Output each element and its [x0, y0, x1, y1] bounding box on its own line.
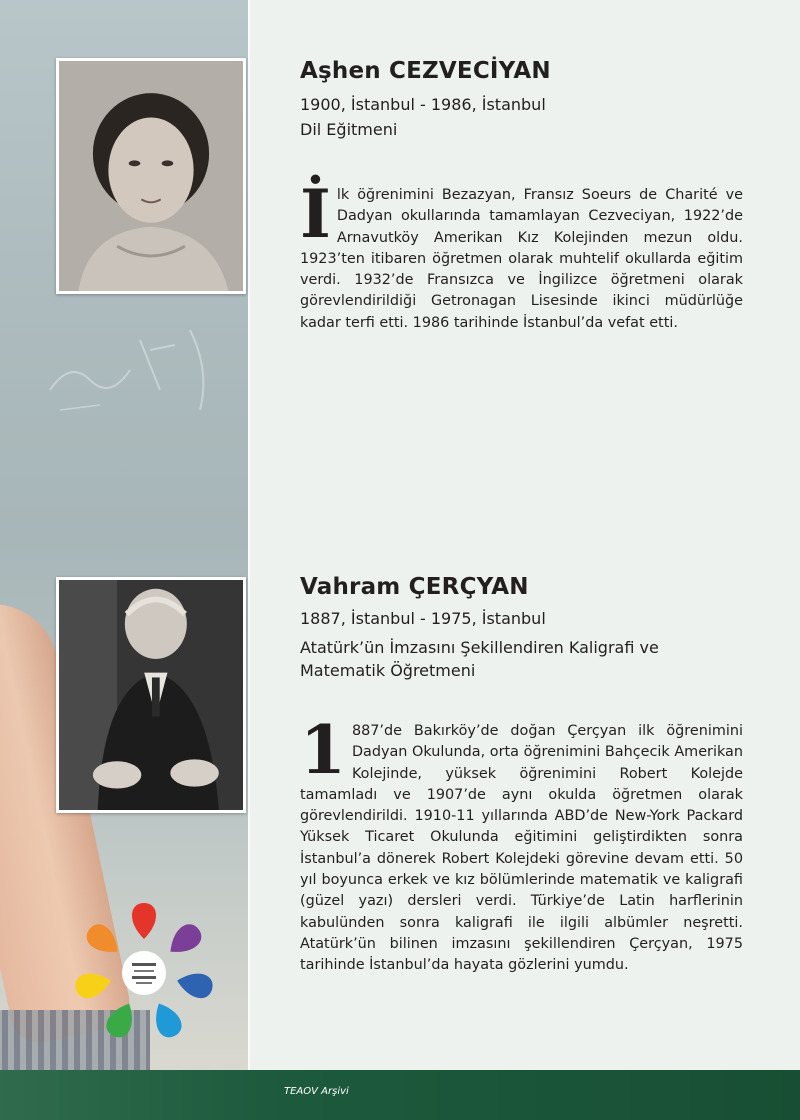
- profile-role-line-2: Matematik Öğretmeni: [300, 661, 476, 680]
- portrait-photo-vahram-cercyan: [56, 577, 246, 813]
- drop-cap: İ: [300, 175, 331, 253]
- panel-divider: [248, 0, 250, 1070]
- portrait-photo-ashen-cezveciyan: [56, 58, 246, 294]
- chalkboard-writing-decoration: [40, 300, 240, 430]
- woman-portrait-icon: [59, 61, 243, 291]
- profile-role: Dil Eğitmeni: [300, 120, 398, 139]
- flower-petal-logo-icon: [68, 898, 220, 1048]
- drop-cap: 1: [300, 711, 346, 789]
- profile-name: Aşhen CEZVECİYAN: [300, 58, 551, 84]
- profile-name: Vahram ÇERÇYAN: [300, 574, 529, 600]
- profile-biography: [300, 711, 743, 977]
- profile-dates: 1887, İstanbul - 1975, İstanbul: [300, 609, 546, 628]
- footer-bar: [0, 1070, 800, 1120]
- archive-credit: TEAOV Arşivi: [284, 1086, 349, 1097]
- profile-dates: 1900, İstanbul - 1986, İstanbul: [300, 95, 546, 114]
- profile-role-line-1: Atatürk’ün İmzasını Şekillendiren Kaligrafi ve: [300, 638, 659, 657]
- biography-text: 887’de Bakırköy’de doğan Çerçyan ilk öğrenimini Dadyan Okulunda, orta öğrenimini Bahçecik Amerikan Kolejinde, yüksek öğrenimini Robert Kolejde tamamladı ve 1907’de aynı okulda öğretmen olarak görevlendirildi. 1910-11 yıllarında ABD’de New-York Packard Yüksek Ticaret Okulunda eğitimini geliştirdikten sonra İstanbul’a dönerek Robert Kolejdeki görevine devam etti. 50 yıl boyunca erkek ve kız bölümlerinde matematik ve kaligrafi (güzel yazı) dersleri verdi. Türkiye’de Latin harflerinin kabulünden sonra kaligrafi ile ilgili albümler neşretti. Atatürk’ün bilinen imzasını şekillendiren Çerçyan, 1975 tarihinde İstanbul’da hayata gözlerini yumdu.: [300, 723, 743, 974]
- profile-biography: [300, 175, 743, 334]
- biography-text: lk öğrenimini Bezazyan, Fransız Soeurs de Charité ve Dadyan okullarında tamamlayan Cezveciyan, 1922’de Arnavutköy Amerikan Kız Kolejinden mezun oldu. 1923’ten itibaren öğretmen olarak muhtelif okullarda eğitim verdi. 1932’de Fransızca ve İngilizce öğretmeni olarak görevlendirildiği Getronagan Lisesinde ikinci müdürlüğe kadar terfi etti. 1986 tarihinde İstanbul’da vefat etti.: [300, 187, 743, 331]
- man-portrait-icon: [59, 580, 243, 810]
